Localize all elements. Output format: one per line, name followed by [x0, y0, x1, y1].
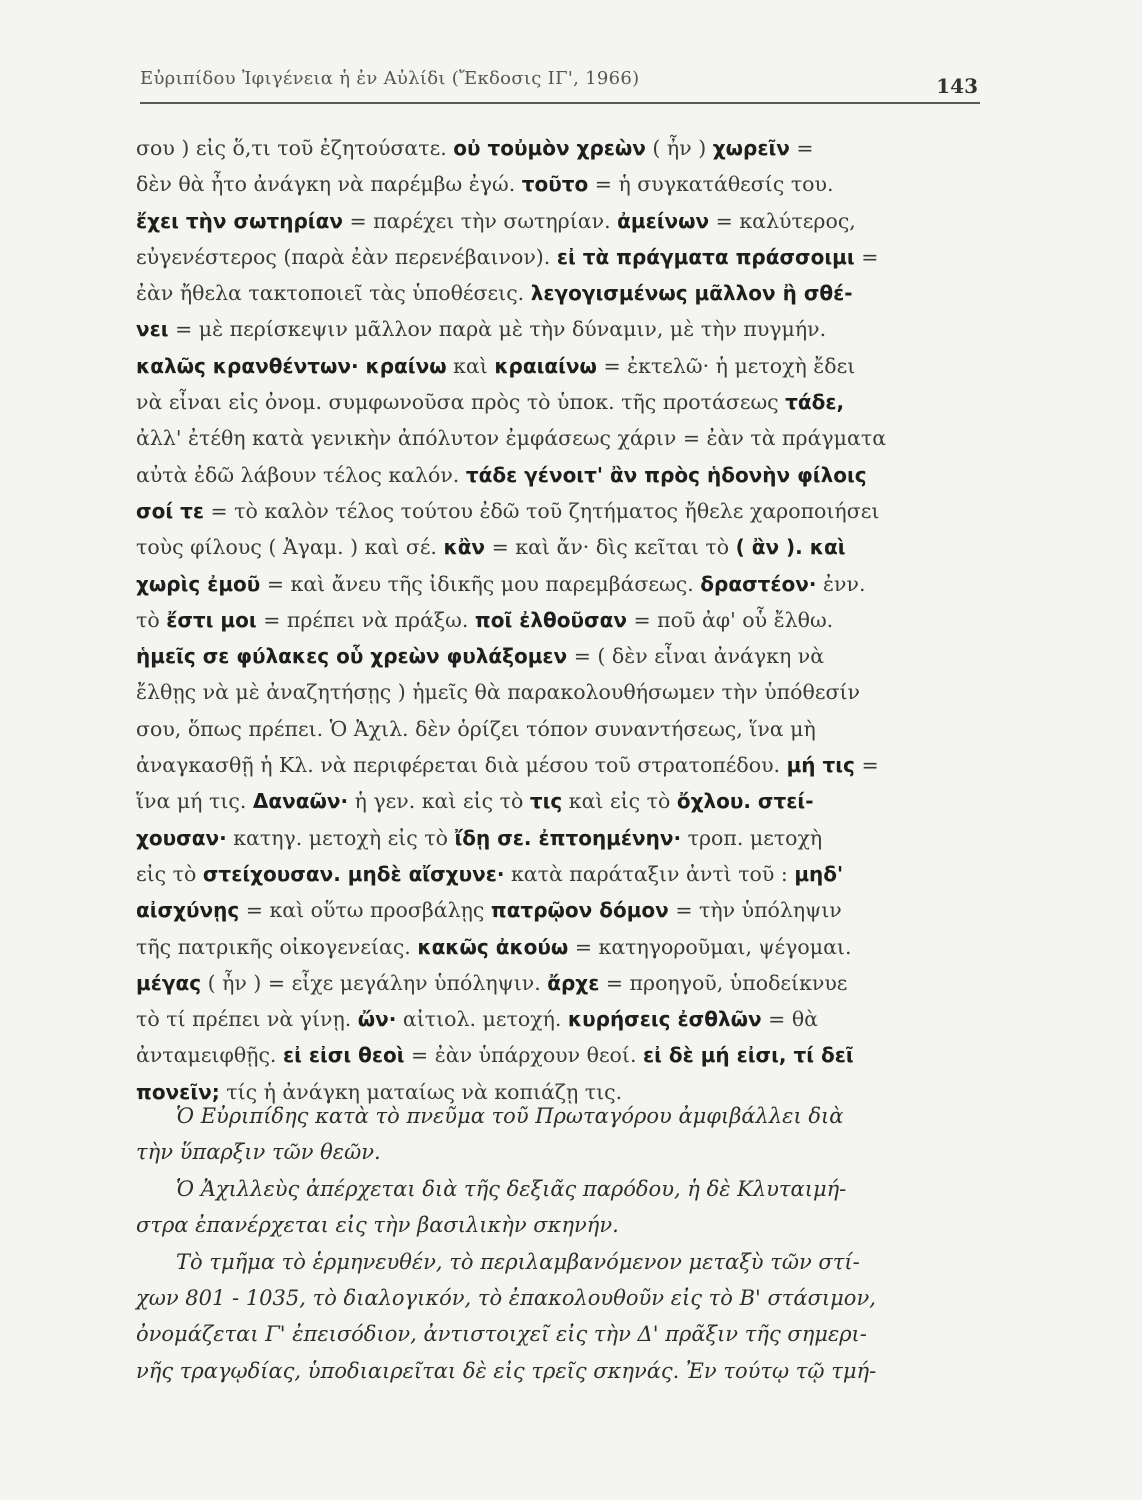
commentary-line — [136, 203, 978, 239]
gloss-text: ( ἦν ) — [645, 136, 713, 160]
note-line: νῆς τραγῳδίας, ὑποδιαιρεῖται δὲ εἰς τρεῖς σκηνάς. Ἐν τούτῳ τῷ τμή- — [136, 1358, 877, 1383]
gloss-text: ἔλθῃς νὰ μὲ ἀναζητήσῃς ) ἡμεῖς θὰ παρακολουθήσωμεν τὴν ὑπόθεσίν — [136, 680, 860, 705]
gloss-text: = θὰ — [761, 1007, 819, 1032]
note-line: στρα ἐπανέρχεται εἰς τὴν βασιλικὴν σκηνήν. — [136, 1213, 619, 1238]
gloss-text: ἵνα μή τις. — [136, 789, 253, 814]
gloss-text: = μὲ περίσκεψιν μᾶλλον παρὰ μὲ τὴν δύναμιν, μὲ τὴν πυγμήν. — [168, 317, 827, 342]
lemma-term: σοί τε — [136, 498, 204, 523]
commentary-line — [136, 275, 978, 311]
gloss-text: δὲν θὰ ἦτο ἀνάγκη νὰ παρέμβω ἐγώ. — [136, 172, 522, 197]
gloss-text: = ( δὲν εἶναι ἀνάγκη νὰ — [567, 644, 825, 669]
running-title: Εὐριπίδου Ἰφιγένεια ἡ ἐν Αὐλίδι (Ἔκδοσις ΙΓ', 1966) — [140, 68, 640, 89]
gloss-text: τὸ τί πρέπει νὰ γίνῃ. — [136, 1007, 358, 1032]
gloss-text: = καλύτερος, — [709, 208, 856, 233]
commentary-line — [136, 856, 978, 892]
lemma-term: ( ἂν ). καὶ — [735, 535, 846, 560]
note-line: ὀνομάζεται Γ' ἐπεισόδιον, ἀντιστοιχεῖ εἰς τὴν Δ' πρᾶξιν τῆς σημερι- — [136, 1322, 867, 1347]
gloss-text: ἀνταμειφθῇς. — [136, 1043, 283, 1068]
gloss-text: = ἡ συγκατάθεσίς του. — [588, 172, 834, 197]
running-header — [140, 64, 980, 100]
gloss-text: αἰτιολ. μετοχή. — [396, 1007, 568, 1032]
gloss-text: ( ἦν ) = εἶχε μεγάλην ὑπόληψιν. — [201, 970, 548, 995]
lemma-term: ποῖ ἐλθοῦσαν — [474, 607, 627, 632]
gloss-text: σου ) εἰς ὅ,τι τοῦ ἐζητούσατε. — [136, 136, 454, 160]
lemma-term: πατρῷον δόμον — [490, 898, 669, 923]
note-line: Ὁ Ἀχιλλεὺς ἀπέρχεται διὰ τῆς δεξιᾶς παρόδου, ἡ δὲ Κλυταιμή- — [176, 1176, 847, 1201]
gloss-text: = — [854, 753, 879, 778]
commentary-line — [136, 420, 978, 456]
lemma-term: κυρήσεις ἐσθλῶν — [567, 1007, 762, 1032]
commentary-text — [136, 130, 978, 1110]
lemma-term: κἂν — [443, 535, 486, 560]
gloss-text: = παρέχει τὴν σωτηρίαν. — [342, 208, 618, 233]
lemma-term: ὄχλου. στεί- — [676, 789, 814, 814]
gloss-text: ἐνν. — [816, 571, 866, 596]
lemma-term: ἴδῃ σε. ἐπτοημένην· — [454, 825, 682, 850]
gloss-text: = ἐκτελῶ· ἡ μετοχὴ ἔδει — [596, 353, 856, 378]
page-number: 143 — [936, 74, 978, 98]
header-rule — [140, 102, 980, 104]
commentary-line — [136, 638, 978, 674]
gloss-text: ἀναγκασθῇ ἡ Κλ. νὰ περιφέρεται διὰ μέσου τοῦ στρατοπέδου. — [136, 753, 787, 778]
gloss-text: ἐὰν ἤθελα τακτοποιεῖ τὰς ὑποθέσεις. — [136, 281, 531, 306]
lemma-term: χουσαν· — [136, 825, 227, 850]
commentary-line — [136, 348, 978, 384]
commentary-line — [136, 311, 978, 347]
gloss-text: καὶ εἰς τὸ — [562, 789, 677, 814]
gloss-text: = κατηγοροῦμαι, ψέγομαι. — [568, 934, 852, 959]
gloss-text: κατὰ παράταξιν ἀντὶ τοῦ : — [504, 861, 795, 886]
lemma-term: εἰ τὰ πράγματα πράσσοιμι — [556, 244, 855, 269]
commentary-line — [136, 747, 978, 783]
gloss-text: ἀλλ' ἐτέθη κατὰ γενικὴν ἀπόλυτον ἐμφάσεως χάριν = ἐὰν τὰ πράγματα — [136, 426, 887, 451]
lemma-term: ὤν· — [357, 1007, 397, 1032]
note-line: τὴν ὕπαρξιν τῶν θεῶν. — [136, 1140, 381, 1165]
gloss-text: τὸ — [136, 607, 167, 632]
gloss-text: τοὺς φίλους ( Ἀγαμ. ) καὶ σέ. — [136, 535, 444, 560]
commentary-line — [136, 602, 978, 638]
lemma-term: τις — [529, 789, 563, 814]
commentary-line — [136, 674, 978, 710]
lemma-term: εἰ δὲ μή εἰσι, τί δεῖ — [642, 1043, 854, 1068]
gloss-text: = καὶ ἄν· δὶς κεῖται τὸ — [485, 535, 736, 560]
note-line: χων 801 - 1035, τὸ διαλογικόν, τὸ ἐπακολουθοῦν εἰς τὸ Β' στάσιμον, — [136, 1285, 876, 1310]
gloss-text: τίς ἡ ἀνάγκη ματαίως νὰ κοπιάζῃ τις. — [219, 1079, 623, 1104]
commentary-line — [136, 965, 978, 1001]
commentary-line — [136, 1001, 978, 1037]
gloss-text: = προηγοῦ, ὑποδείκνυε — [599, 970, 848, 995]
commentary-line — [136, 1037, 978, 1073]
lemma-term: ἄρχε — [547, 970, 600, 995]
lemma-term: ἀμείνων — [617, 208, 710, 233]
lemma-term: ἔστι μοι — [166, 607, 257, 632]
lemma-term: χωρεῖν — [712, 136, 790, 160]
commentary-line — [136, 892, 978, 928]
closing-notes — [136, 1098, 978, 1389]
commentary-line — [136, 529, 978, 565]
commentary-line — [136, 457, 978, 493]
gloss-text: = — [854, 244, 879, 269]
lemma-term: ἡμεῖς σε φύλακες οὗ χρεὼν φυλάξομεν — [136, 644, 568, 669]
lemma-term: στείχουσαν. μηδὲ αἴσχυνε· — [202, 861, 505, 886]
commentary-line — [136, 493, 978, 529]
lemma-term: νει — [136, 317, 169, 342]
lemma-term: τάδε, — [785, 390, 845, 415]
lemma-term: μέγας — [136, 970, 202, 995]
commentary-line — [136, 783, 978, 819]
gloss-text: = ἐὰν ὑπάρχουν θεοί. — [404, 1043, 643, 1068]
gloss-text: = τὸ καλὸν τέλος τούτου ἐδῶ τοῦ ζητήματος ἤθελε χαροποιήσει — [203, 498, 880, 523]
lemma-term: αἰσχύνῃς — [136, 898, 240, 923]
gloss-text: ἡ γεν. καὶ εἰς τὸ — [348, 789, 530, 814]
lemma-term: κραιαίνω — [494, 353, 597, 378]
commentary-line — [136, 566, 978, 602]
gloss-text: = τὴν ὑπόληψιν — [668, 898, 842, 923]
gloss-text: εἰς τὸ — [136, 861, 203, 886]
gloss-text: = — [789, 136, 814, 160]
commentary-line — [136, 384, 978, 420]
lemma-term: χωρὶς ἐμοῦ — [136, 571, 261, 596]
lemma-term: κακῶς ἀκούω — [417, 934, 569, 959]
lemma-term: ἔχει τὴν σωτηρίαν — [136, 208, 343, 233]
lemma-term: οὐ τοὐμὸν χρεὼν — [453, 136, 646, 160]
gloss-text: τῆς πατρικῆς οἰκογενείας. — [136, 934, 418, 959]
lemma-term: λεγογισμένως μᾶλλον ἢ σθέ- — [530, 281, 853, 306]
commentary-line — [136, 166, 978, 202]
gloss-text: = καὶ οὕτω προσβάλῃς — [239, 898, 491, 923]
commentary-line — [136, 130, 978, 166]
lemma-term: μή τις — [786, 753, 855, 778]
gloss-text: κατηγ. μετοχὴ εἰς τὸ — [226, 825, 455, 850]
note-line: Ὁ Εὐριπίδης κατὰ τὸ πνεῦμα τοῦ Πρωταγόρου ἀμφιβάλλει διὰ — [176, 1104, 844, 1128]
lemma-term: Δαναῶν· — [252, 789, 349, 814]
gloss-text: αὐτὰ ἐδῶ λάβουν τέλος καλόν. — [136, 462, 466, 487]
lemma-term: εἰ εἰσι θεοὶ — [282, 1043, 405, 1068]
lemma-term: τοῦτο — [521, 172, 589, 197]
lemma-term: τάδε γένοιτ' ἂν πρὸς ἡδονὴν φίλοις — [465, 462, 867, 487]
lemma-term: δραστέον· — [700, 571, 817, 596]
gloss-text: σου, ὅπως πρέπει. Ὁ Ἀχιλ. δὲν ὁρίζει τόπον συναντήσεως, ἵνα μὴ — [136, 716, 816, 741]
lemma-term: καλῶς κρανθέντων· κραίνω — [136, 353, 447, 378]
gloss-text: εὐγενέστερος (παρὰ ἐὰν περενέβαινον). — [136, 244, 557, 269]
commentary-line — [136, 820, 978, 856]
gloss-text: = πρέπει νὰ πράξω. — [256, 607, 475, 632]
commentary-line — [136, 711, 978, 747]
commentary-line — [136, 239, 978, 275]
commentary-line — [136, 929, 978, 965]
gloss-text: = ποῦ ἀφ' οὗ ἔλθω. — [626, 607, 834, 632]
gloss-text: τροπ. μετοχὴ — [681, 825, 823, 850]
lemma-term: πονεῖν; — [136, 1079, 220, 1104]
gloss-text: = καὶ ἄνευ τῆς ἰδικῆς μου παρεμβάσεως. — [260, 571, 701, 596]
lemma-term: μηδ' — [794, 861, 844, 886]
gloss-text: καὶ — [446, 353, 495, 378]
note-line: Τὸ τμῆμα τὸ ἑρμηνευθέν, τὸ περιλαμβανόμενον μεταξὺ τῶν στί- — [176, 1249, 860, 1274]
gloss-text: νὰ εἶναι εἰς ὀνομ. συμφωνοῦσα πρὸς τὸ ὑποκ. τῆς προτάσεως — [136, 390, 786, 415]
